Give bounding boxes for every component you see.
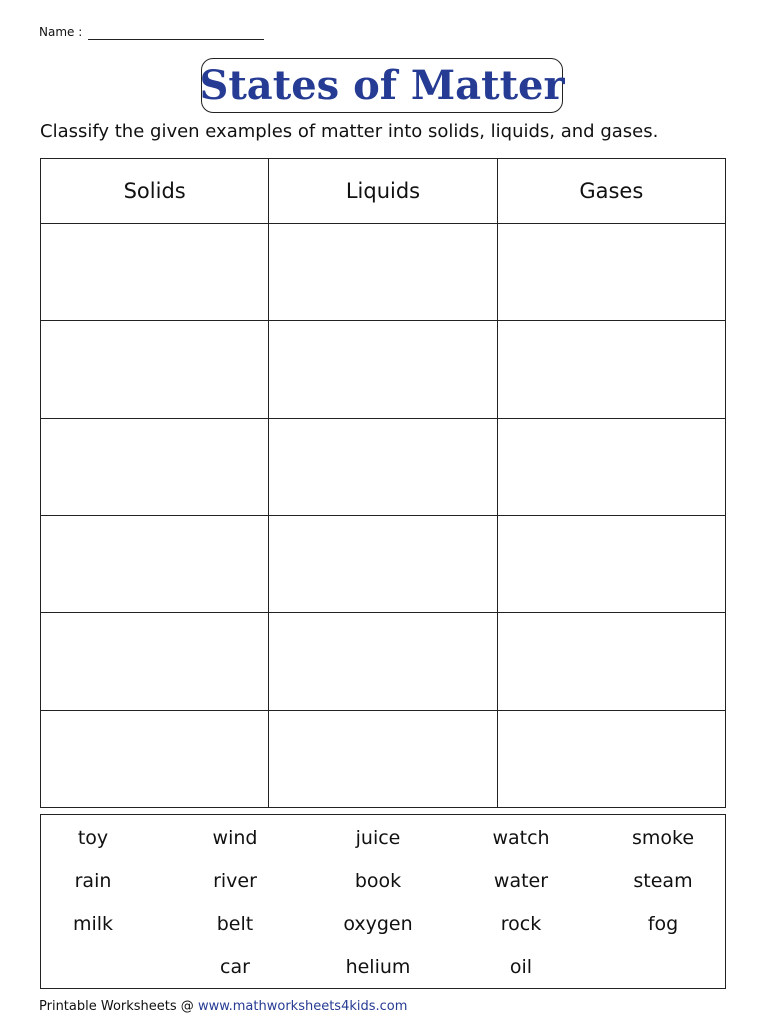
answer-cell-liquids[interactable]: [269, 418, 497, 515]
answer-cell-liquids[interactable]: [269, 321, 497, 418]
answer-cell-gases[interactable]: [497, 515, 725, 612]
answer-cell-gases[interactable]: [497, 613, 725, 710]
word-bank-item: car: [220, 956, 250, 978]
column-header-solids: Solids: [41, 159, 269, 224]
answer-cell-liquids[interactable]: [269, 224, 497, 321]
word-bank-item: wind: [212, 827, 258, 849]
answer-cell-liquids[interactable]: [269, 613, 497, 710]
title-box: [201, 58, 563, 113]
table-row: [41, 418, 726, 515]
answer-cell-solids[interactable]: [41, 224, 269, 321]
column-header-gases: Gases: [497, 159, 725, 224]
word-bank-item: oxygen: [343, 913, 413, 935]
word-bank-item: helium: [345, 956, 411, 978]
word-bank-item: rock: [500, 913, 542, 935]
word-bank-item: river: [213, 870, 257, 892]
answer-cell-gases[interactable]: [497, 224, 725, 321]
footer-text: Printable Worksheets @: [39, 999, 198, 1014]
word-bank-item: water: [493, 870, 549, 892]
word-bank: [40, 814, 726, 989]
footer: [39, 999, 407, 1014]
word-bank-item: watch: [492, 827, 550, 849]
column-header-liquids: Liquids: [269, 159, 497, 224]
answer-cell-solids[interactable]: [41, 321, 269, 418]
table-row: [41, 710, 726, 807]
word-bank-item: fog: [647, 913, 679, 935]
name-row: [39, 23, 264, 40]
word-bank-item: book: [354, 870, 402, 892]
word-bank-item: oil: [509, 956, 533, 978]
footer-link[interactable]: www.mathworksheets4kids.com: [197, 999, 408, 1014]
name-field[interactable]: [88, 23, 264, 40]
word-bank-item: milk: [72, 913, 114, 935]
table-row: [41, 613, 726, 710]
word-bank-item: belt: [216, 913, 254, 935]
answer-cell-solids[interactable]: [41, 710, 269, 807]
table-row: [41, 515, 726, 612]
answer-cell-solids[interactable]: [41, 515, 269, 612]
answer-cell-gases[interactable]: [497, 418, 725, 515]
table-row: [41, 224, 726, 321]
table-header-row: [41, 159, 726, 224]
answer-cell-liquids[interactable]: [269, 515, 497, 612]
word-bank-item: juice: [355, 827, 401, 849]
answer-cell-gases[interactable]: [497, 710, 725, 807]
answer-cell-solids[interactable]: [41, 613, 269, 710]
answer-cell-liquids[interactable]: [269, 710, 497, 807]
name-label: Name :: [39, 25, 83, 39]
word-bank-item: smoke: [631, 827, 695, 849]
table-row: [41, 321, 726, 418]
page-title: States of Matter: [199, 62, 565, 109]
answer-cell-solids[interactable]: [41, 418, 269, 515]
word-bank-item: rain: [74, 870, 112, 892]
word-bank-item: steam: [633, 870, 693, 892]
classification-table: [40, 158, 726, 808]
word-bank-item: toy: [77, 827, 109, 849]
instructions: Classify the given examples of matter into solids, liquids, and gases.: [40, 121, 659, 142]
answer-cell-gases[interactable]: [497, 321, 725, 418]
